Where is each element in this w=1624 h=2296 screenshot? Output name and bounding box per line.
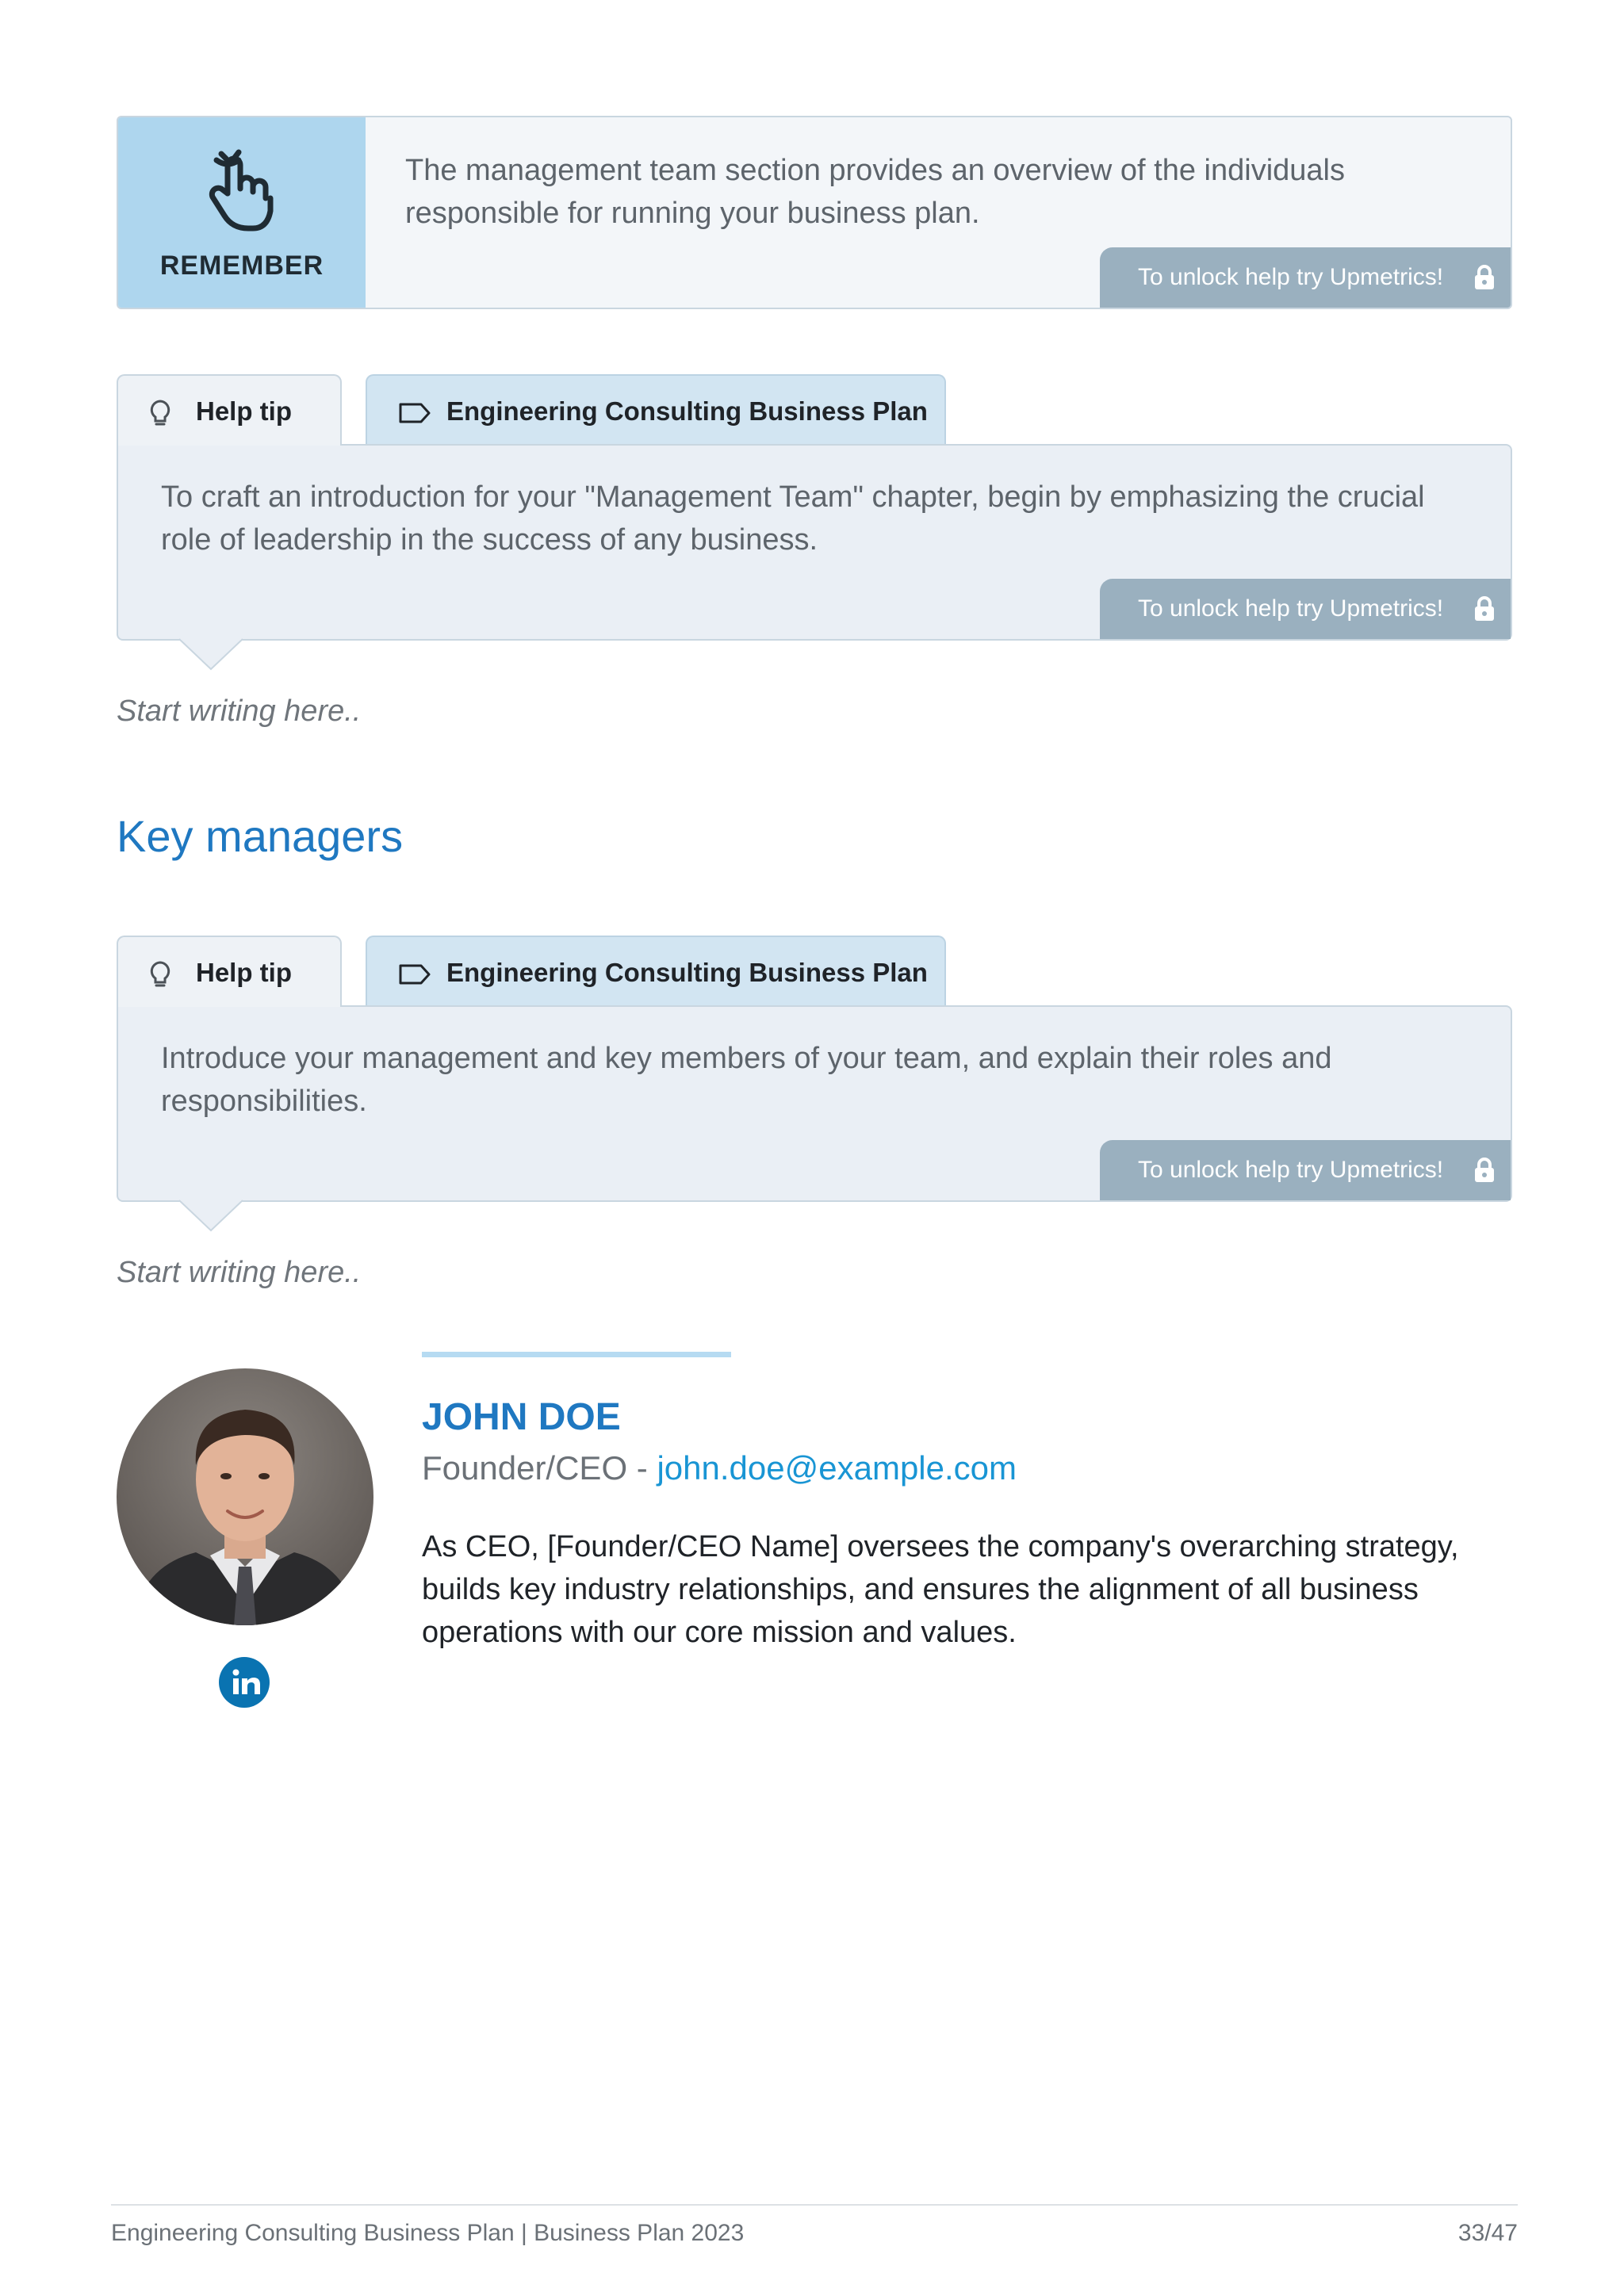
- remember-label: REMEMBER: [159, 251, 324, 281]
- remember-text: The management team section provides an overview of the individuals responsible for running your business plan.: [405, 154, 1345, 230]
- unlock-label: To unlock help try Upmetrics!: [1138, 1157, 1444, 1183]
- remember-callout: [117, 116, 1512, 309]
- linkedin-icon[interactable]: [219, 1657, 270, 1708]
- tip-pointer: [179, 637, 243, 671]
- help-tip-box: [117, 444, 1512, 641]
- tab-help-label: Help tip: [196, 396, 292, 426]
- accent-divider: [422, 1352, 731, 1357]
- page-number: 33/47: [1457, 2220, 1518, 2246]
- lightbulb-icon: [150, 961, 170, 989]
- unlock-button[interactable]: [1100, 1140, 1511, 1200]
- remember-panel: [118, 117, 366, 308]
- start-writing-placeholder[interactable]: Start writing here..: [117, 695, 362, 728]
- help-tip-text: To craft an introduction for your "Management Team" chapter, begin by emphasizing the crucial role of leadership in the success of any business.: [161, 480, 1425, 557]
- manager-email-link[interactable]: john.doe@example.com: [657, 1449, 1017, 1487]
- tab-help-tip[interactable]: [117, 374, 342, 446]
- start-writing-placeholder[interactable]: Start writing here..: [117, 1256, 362, 1289]
- lock-icon: [1474, 1158, 1495, 1183]
- tab-plan[interactable]: [366, 936, 946, 1007]
- tab-help-tip[interactable]: [117, 936, 342, 1007]
- lock-icon: [1474, 265, 1495, 290]
- unlock-label: To unlock help try Upmetrics!: [1138, 264, 1444, 290]
- avatar: [117, 1368, 373, 1625]
- help-tip-box: [117, 1005, 1512, 1202]
- role-separator: -: [627, 1449, 657, 1487]
- finger-string-icon: [201, 147, 280, 235]
- tab-plan[interactable]: [366, 374, 946, 446]
- manager-name: JOHN DOE: [422, 1396, 621, 1438]
- manager-role: Founder/CEO: [422, 1449, 628, 1487]
- manager-role-line: [422, 1449, 1017, 1487]
- unlock-label: To unlock help try Upmetrics!: [1138, 595, 1444, 622]
- help-tip-text: Introduce your management and key members of your team, and explain their roles and responsibilities.: [161, 1042, 1332, 1118]
- footer-title: Engineering Consulting Business Plan | Business Plan 2023: [111, 2220, 745, 2246]
- tag-icon: [399, 964, 431, 985]
- lock-icon: [1474, 596, 1495, 622]
- tag-icon: [399, 403, 431, 423]
- footer-divider: [111, 2204, 1518, 2206]
- lightbulb-icon: [150, 400, 170, 428]
- manager-bio: As CEO, [Founder/CEO Name] oversees the company's overarching strategy, builds key industry relationships, and ensures the alignment of all business operations with our core mission and values.: [422, 1530, 1459, 1649]
- tab-plan-label: Engineering Consulting Business Plan: [446, 958, 928, 987]
- tab-help-label: Help tip: [196, 958, 292, 987]
- unlock-button[interactable]: [1100, 579, 1511, 639]
- tab-plan-label: Engineering Consulting Business Plan: [446, 396, 928, 426]
- unlock-button[interactable]: [1100, 247, 1511, 308]
- tip-pointer: [179, 1199, 243, 1232]
- section-title: Key managers: [117, 811, 404, 861]
